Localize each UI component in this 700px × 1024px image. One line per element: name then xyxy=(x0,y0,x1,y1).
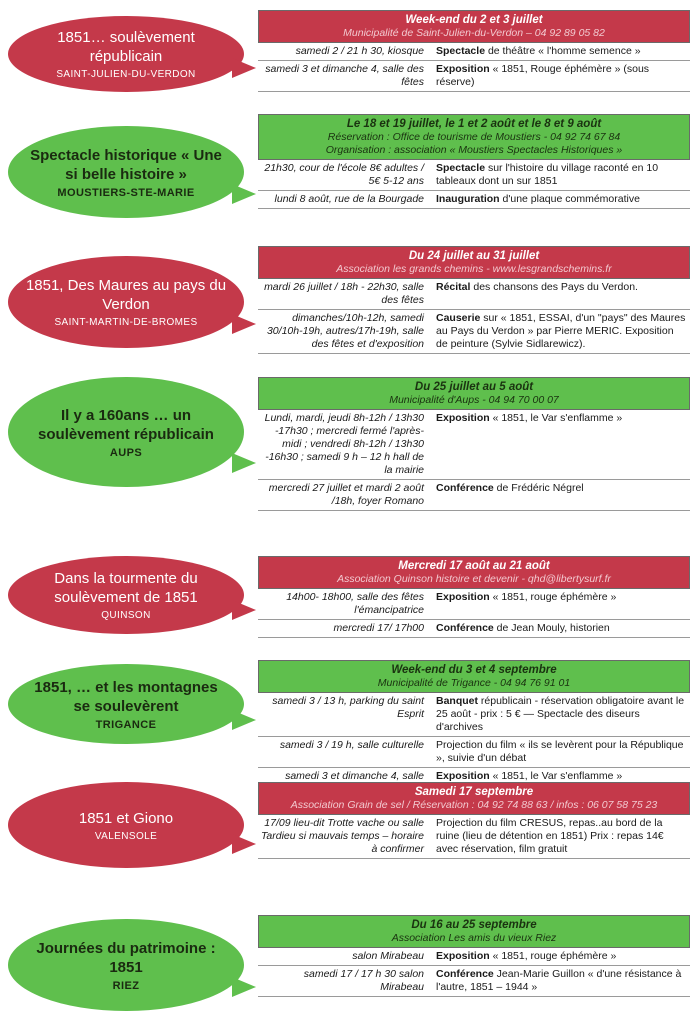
event-panel xyxy=(258,660,690,799)
event-label: Exposition xyxy=(436,63,490,75)
event-when: lundi 8 août, rue de la Bourgade xyxy=(274,193,424,205)
event-what xyxy=(430,620,690,637)
event-what xyxy=(430,966,690,996)
event-panel xyxy=(258,114,690,209)
bubble-place: SAINT-MARTIN-DE-BROMES xyxy=(54,317,198,328)
event-label: Conférence xyxy=(436,968,494,980)
event-what xyxy=(430,43,690,60)
event-header xyxy=(258,915,690,948)
event-what xyxy=(430,693,690,736)
bubble-place: VALENSOLE xyxy=(94,830,158,842)
event-text: républicain - réservation obligatoire avant le 25 août - prix : 5 € — Spectacle des diseurs d'archives xyxy=(436,695,685,733)
event-row xyxy=(258,410,690,480)
event-panel xyxy=(258,246,690,354)
event-row xyxy=(258,737,690,768)
bubble-place: QUINSON xyxy=(101,610,151,621)
bubble-tail xyxy=(232,314,256,334)
event-text: Projection du film « ils se levèrent pour la République », suivie d'un débat xyxy=(436,739,684,764)
bubble-title: Spectacle historique « Une si belle histoire » xyxy=(30,146,222,183)
bubble-tail xyxy=(232,453,256,473)
event-text: « 1851, le Var s'enflamme » xyxy=(489,770,623,782)
event-row xyxy=(258,589,690,620)
event-row xyxy=(258,948,690,966)
event-text: sur l'histoire du village raconté en 10 tableaux dont un sur 1851 xyxy=(436,162,659,187)
event-dates: Week-end du 3 et 4 septembre xyxy=(391,664,557,676)
event-text: Jean-Marie Guillon « d'une résistance à l'autre, 1851 – 1944 » xyxy=(436,968,682,993)
event-label: Conférence xyxy=(436,482,494,494)
event-row xyxy=(258,160,690,191)
event-when: 17/09 lieu-dit Trotte vache ou salle Tardieu si mauvais temps – horaire à confirmer xyxy=(260,817,424,855)
event-dates: Du 25 juillet au 5 août xyxy=(414,381,534,393)
event-text: « 1851, Rouge éphémère » (sous réserve) xyxy=(436,63,650,88)
event-label: Inauguration xyxy=(436,193,500,205)
event-dates: Du 24 juillet au 31 juillet xyxy=(408,250,540,262)
event-when: samedi 3 et dimanche 4, salle xyxy=(285,770,424,782)
event-organizer: Réservation : Office de tourisme de Moustiers - 04 92 74 67 84 xyxy=(327,131,621,143)
event-what xyxy=(430,61,690,91)
event-panel xyxy=(258,915,690,997)
speech-bubble xyxy=(8,782,244,868)
event-what xyxy=(430,160,690,190)
speech-bubble xyxy=(8,377,244,487)
event-header xyxy=(258,114,690,160)
event-dates: Samedi 17 septembre xyxy=(414,786,534,798)
event-row xyxy=(258,966,690,997)
event-row xyxy=(258,480,690,511)
bubble-title: 1851… soulèvement républicain xyxy=(57,29,195,65)
event-label: Exposition xyxy=(436,412,490,424)
event-organizer: Municipalité de Trigance - 04 94 76 91 01 xyxy=(377,677,571,689)
event-when: samedi 3 / 13 h, parking du saint Esprit xyxy=(272,695,424,720)
event-what xyxy=(430,191,690,208)
bubble-tail xyxy=(232,834,256,854)
event-label: Conférence xyxy=(436,622,494,634)
event-label: Exposition xyxy=(436,950,490,962)
event-label: Exposition xyxy=(436,591,490,603)
bubble-title: 1851, Des Maures au pays du Verdon xyxy=(25,277,227,313)
event-when: samedi 17 / 17 h 30 salon Mirabeau xyxy=(303,968,424,993)
event-text: « 1851, rouge éphémère » xyxy=(489,950,617,962)
event-text: de Frédéric Négrel xyxy=(493,482,584,494)
event-dates: Week-end du 2 et 3 juillet xyxy=(405,14,543,26)
bubble-tail xyxy=(232,600,256,620)
event-when: salon Mirabeau xyxy=(352,950,424,962)
bubble-place: TRIGANCE xyxy=(95,718,157,731)
event-label: Spectacle xyxy=(436,162,486,174)
event-what xyxy=(430,589,690,619)
speech-bubble xyxy=(8,556,244,634)
event-panel xyxy=(258,782,690,859)
event-dates: Mercredi 17 août au 21 août xyxy=(398,560,550,572)
event-when: 21h30, cour de l'école 8€ adultes / 5€ 5-12 ans xyxy=(264,162,424,187)
event-header xyxy=(258,10,690,43)
event-organizer: Association Grain de sel / Réservation : 04 92 74 88 63 / infos : 06 07 58 75 23 xyxy=(290,799,658,811)
event-when: mercredi 17/ 17h00 xyxy=(333,622,424,634)
event-what xyxy=(430,410,690,479)
event-label: Exposition xyxy=(436,770,490,782)
event-text: Projection du film CRESUS, repas..au bord de la ruine (lieu de détention en 1851) Prix : repas 14€ avec réservation, film gratuit xyxy=(436,817,664,855)
event-text: « 1851, le Var s'enflamme » xyxy=(489,412,623,424)
bubble-tail xyxy=(232,977,256,997)
event-row xyxy=(258,43,690,61)
event-organizer: Association les grands chemins - www.lesgrandschemins.fr xyxy=(336,263,612,275)
event-organizer: Municipalité d'Aups - 04 94 70 00 07 xyxy=(389,394,559,406)
event-organizer: Association Les amis du vieux Riez xyxy=(391,932,557,944)
bubble-place: SAINT-JULIEN-DU-VERDON xyxy=(56,69,196,80)
bubble-place: MOUSTIERS-STE-MARIE xyxy=(57,186,195,199)
bubble-place: RIEZ xyxy=(112,979,140,992)
event-row xyxy=(258,61,690,92)
bubble-tail xyxy=(232,184,256,204)
event-what xyxy=(430,948,690,965)
event-organizer: Municipalité de Saint-Julien-du-Verdon – 04 92 89 05 82 xyxy=(343,27,605,39)
event-text: « 1851, rouge éphémère » xyxy=(489,591,617,603)
event-when: samedi 3 / 19 h, salle culturelle xyxy=(279,739,424,751)
speech-bubble xyxy=(8,664,244,744)
bubble-place: AUPS xyxy=(109,446,143,459)
event-when: dimanches/10h-12h, samedi 30/10h-19h, autres/17h-19h, salle des fêtes et d'exposition xyxy=(266,312,424,350)
event-label: Spectacle xyxy=(436,45,486,57)
event-panel xyxy=(258,10,690,92)
event-panel xyxy=(258,556,690,638)
event-what xyxy=(430,815,690,858)
event-header xyxy=(258,246,690,279)
event-row xyxy=(258,815,690,859)
event-when: 14h00- 18h00, salle des fêtes l'émancipatrice xyxy=(286,591,424,616)
event-header xyxy=(258,782,690,815)
event-label: Causerie xyxy=(436,312,481,324)
speech-bubble xyxy=(8,126,244,218)
speech-bubble xyxy=(8,16,244,92)
bubble-tail xyxy=(232,58,256,78)
event-dates: Du 16 au 25 septembre xyxy=(411,919,537,931)
event-label: Récital xyxy=(436,281,471,293)
event-text: de théâtre « l'homme semence » xyxy=(485,45,641,57)
event-panel xyxy=(258,377,690,511)
event-dates: Le 18 et 19 juillet, le 1 et 2 août et le 8 et 9 août xyxy=(346,118,602,130)
event-text: de Jean Mouly, historien xyxy=(493,622,610,634)
event-header xyxy=(258,660,690,693)
event-label: Banquet xyxy=(436,695,478,707)
event-what xyxy=(430,737,690,767)
event-row xyxy=(258,310,690,354)
bubble-title: 1851 et Giono xyxy=(78,809,174,827)
event-organizer: Association Quinson histoire et devenir - qhd@libertysurf.fr xyxy=(337,573,611,585)
event-what xyxy=(430,310,690,353)
bubble-title: Dans la tourmente du soulèvement de 1851 xyxy=(54,570,198,606)
event-row xyxy=(258,620,690,638)
event-what xyxy=(430,279,690,309)
event-header xyxy=(258,377,690,410)
event-when: mercredi 27 juillet et mardi 2 août /18h, foyer Romano xyxy=(268,482,424,507)
bubble-tail xyxy=(232,710,256,730)
bubble-title: Journées du patrimoine : 1851 xyxy=(36,939,216,976)
speech-bubble xyxy=(8,919,244,1011)
event-row xyxy=(258,279,690,310)
bubble-title: 1851, … et les montagnes se soulevèrent xyxy=(34,678,218,715)
event-what xyxy=(430,480,690,510)
event-when: samedi 3 et dimanche 4, salle des fêtes xyxy=(265,63,424,88)
bubble-title: Il y a 160ans … un soulèvement républicain xyxy=(38,406,214,443)
event-organizer: Organisation : association « Moustiers Spectacles Historiques » xyxy=(325,144,623,156)
event-when: samedi 2 / 21 h 30, kiosque xyxy=(295,45,424,57)
event-header xyxy=(258,556,690,589)
event-text: sur « 1851, ESSAI, d'un "pays" des Maures au Pays du Verdon » par Pierre MERIC. Exposition de peinture (Sylvie Sidlarewicz). xyxy=(436,312,686,350)
event-when: mardi 26 juillet / 18h - 22h30, salle des fêtes xyxy=(264,281,424,306)
event-row xyxy=(258,191,690,209)
event-text: d'une plaque commémorative xyxy=(499,193,640,205)
event-when: Lundi, mardi, jeudi 8h-12h / 13h30 -17h30 ; mercredi fermé l'après-midi ; vendredi 8h-12h / 13h30 -16h30 ; samedi 9 h – 12 h hall de la mairie xyxy=(264,412,424,476)
event-row xyxy=(258,693,690,737)
speech-bubble xyxy=(8,256,244,348)
event-text: des chansons des Pays du Verdon. xyxy=(470,281,638,293)
